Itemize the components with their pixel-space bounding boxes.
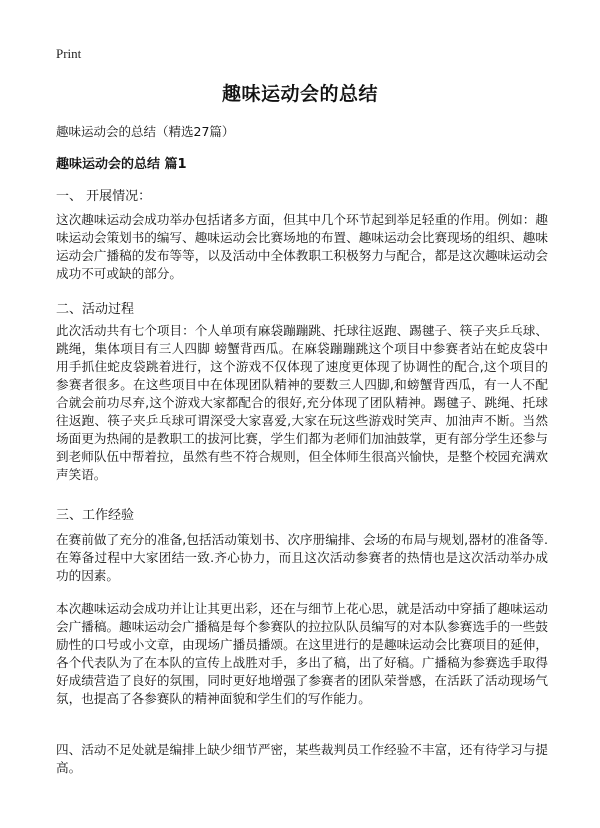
page-title: 趣味运动会的总结 [221, 83, 378, 105]
heading-experience: 三、工作经验 [56, 508, 135, 523]
paragraph-situation: 这次趣味运动会成功举办包括诸多方面，但其中几个环节起到举足轻重的作用。例如：趣味运动会策划书的编写、趣味运动会比赛场地的布置、趣味运动会比赛现场的组织、趣味运动会广播稿的发布等等，以及活动中全体教职工积极努力与配合，都是这次趣味运动会成功不可或缺的部分。 [56, 212, 548, 281]
document-subtitle: 趣味运动会的总结（精选27篇） [56, 124, 235, 139]
section-heading: 趣味运动会的总结 篇1 [56, 157, 187, 172]
paragraph-experience-1: 在赛前做了充分的准备,包括活动策划书、次序册编排、会场的布局与规划,器材的准备等.在筹备过程中大家团结一致.齐心协力，而且这次活动参赛者的热情也是这次活动举办成功的因素。 [56, 532, 548, 583]
print-label: Print [56, 46, 82, 61]
paragraph-experience-2: 本次趣味运动会成功并让让其更出彩，还在与细节上花心思，就是活动中穿插了趣味运动会广播稿。趣味运动会广播稿是每个参赛队的拉拉队队员编写的对本队参赛选手的一些鼓励性的口号或小文章，由现场广播员播颂。在这里进行的是趣味运动会比赛项目的延伸，各个代表队为了在本队的宣传上战胜对手，多出了稿，出了好稿。广播稿为参赛选手取得好成绩营造了良好的氛围，同时更好地增强了参赛者的团队荣誉感，在活跃了活动现场气氛，也提高了各参赛队的精神面貌和学生们的写作能力。 [56, 601, 548, 706]
heading-situation: 一、 开展情况： [56, 189, 152, 204]
heading-process: 二、活动过程 [56, 302, 135, 317]
paragraph-process: 此次活动共有七个项目：个人单项有麻袋蹦蹦跳、托球往返跑、踢毽子、筷子夹乒乓球、跳绳，集体项目有三人四脚 螃蟹背西瓜。在麻袋蹦蹦跳这个项目中参赛者站在蛇皮袋中用手抓住蛇皮袋跳着进行，这个游戏不仅体现了速度更体现了协调性的配合,这个项目的参赛者很多。在这些项目中在体现团队精神的要数三人四脚,和螃蟹背西瓜，有一人不配合就会前功尽弃,这个游戏大家都配合的很好,充分体现了团队精神。踢毽子、跳绳、托球往返跑、筷子夹乒乓球可谓深受大家喜爱,大家在玩这些游戏时笑声、加油声不断。当然场面更为热闹的是教职工的拔河比赛，学生们都为老师们加油鼓掌，更有部分学生还参与到老师队伍中帮着拉，虽然有些不符合规则，但全体师生很高兴愉快，是整个校园充满欢声笑语。 [56, 323, 548, 482]
paragraph-shortcomings: 四、活动不足处就是编排上缺少细节严密，某些裁判员工作经验不丰富，还有待学习与提高。 [56, 742, 548, 775]
